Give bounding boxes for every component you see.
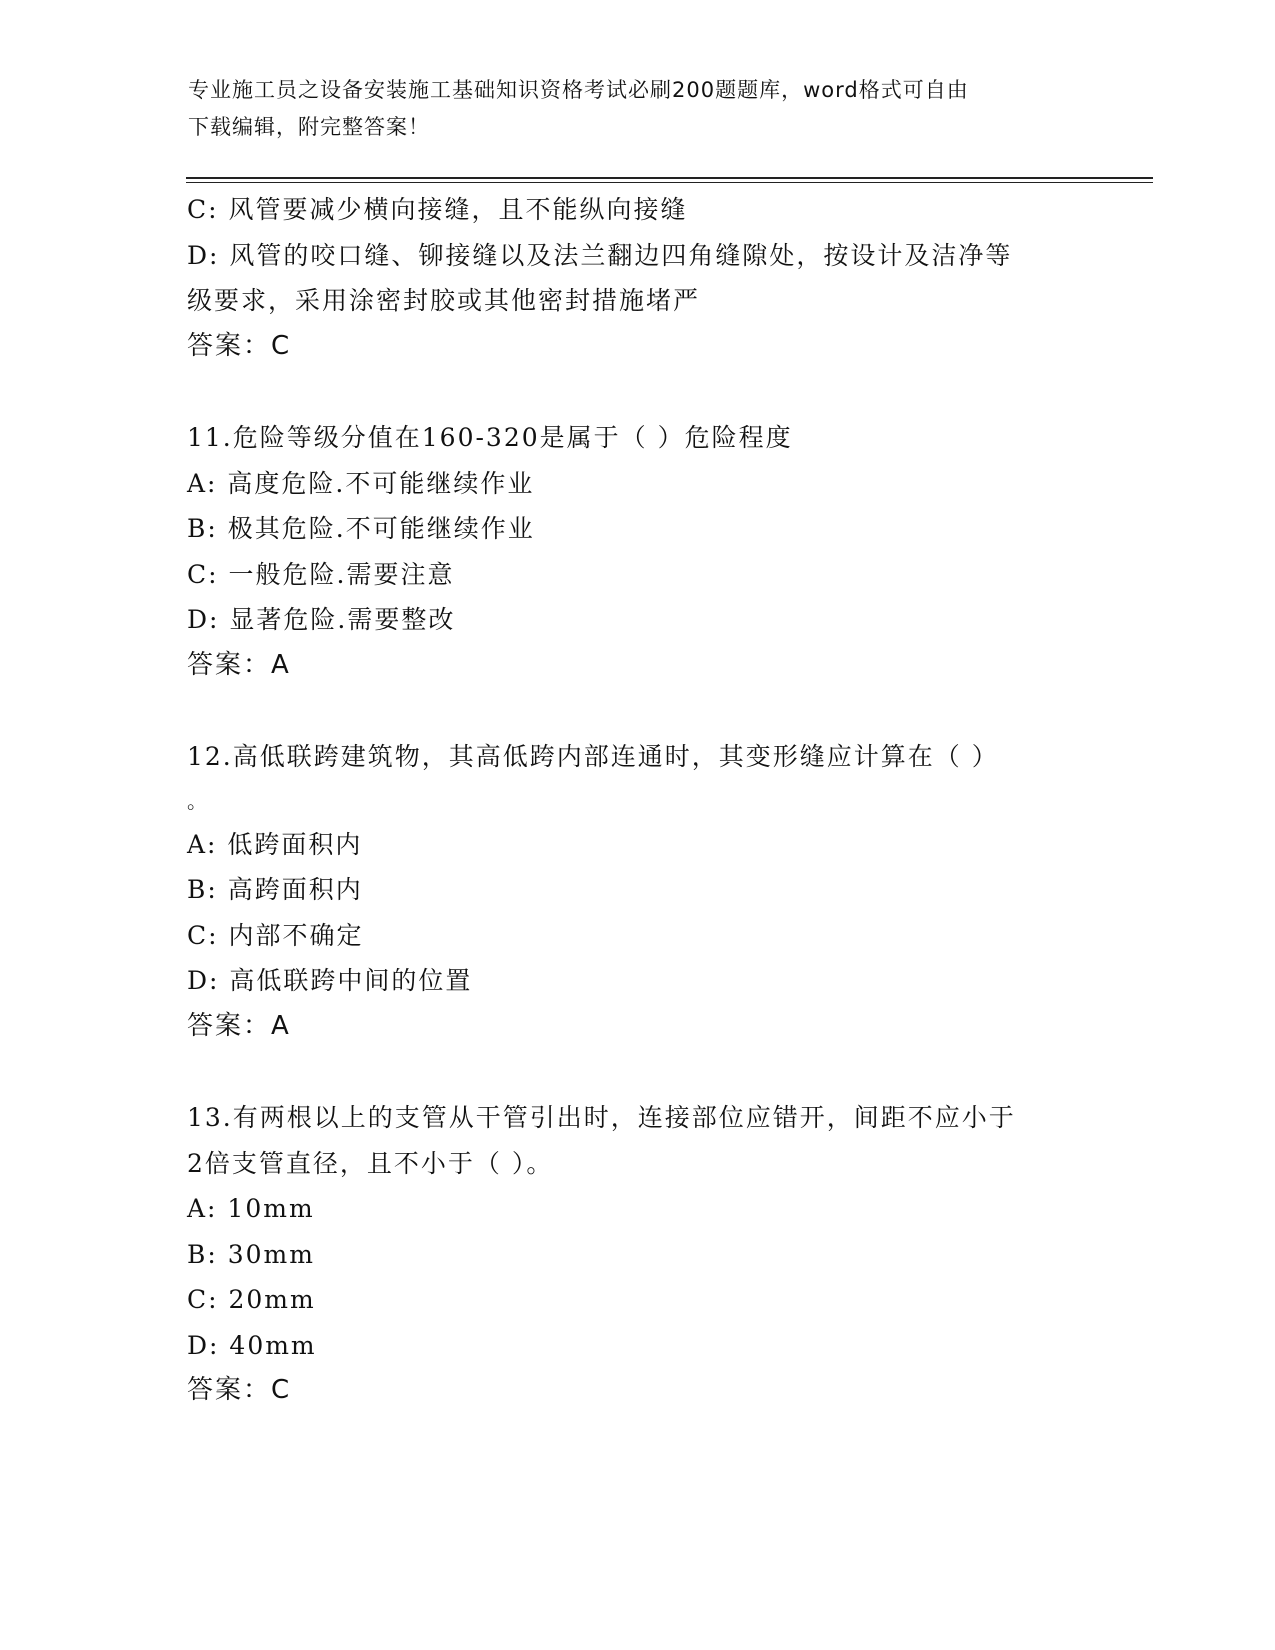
option-c: C: 内部不确定: [187, 920, 364, 950]
spacer: [187, 1049, 1087, 1095]
option-d: D: 显著危险.需要整改: [187, 605, 456, 634]
question-stem-line-1: 12.高低联跨建筑物，其高低跨内部连通时，其变形缝应计算在（ ）: [187, 742, 999, 771]
option-c: C: 风管要减少横向接缝，且不能纵向接缝: [187, 195, 688, 224]
question-12: [187, 734, 1087, 1049]
option-c: C: 一般危险.需要注意: [187, 559, 455, 589]
option-c: C: 20mm: [187, 1285, 316, 1314]
option-b: B: 高跨面积内: [187, 875, 363, 904]
option-d: D: 高低联跨中间的位置: [187, 966, 473, 995]
header-title-line-2: 下载编辑，附完整答案！: [188, 115, 430, 139]
header-title-line-1: 专业施工员之设备安装施工基础知识资格考试必刷200题题库，word格式可自由: [188, 78, 969, 102]
question-stem-line-2: 2倍支管直径，且不小于（ ）。: [187, 1148, 554, 1178]
page-header: [188, 72, 1088, 146]
previous-question-tail: [187, 187, 1087, 369]
option-d-line-1: D: 风管的咬口缝、铆接缝以及法兰翻边四角缝隙处，按设计及洁净等: [187, 240, 1013, 270]
option-b: B: 30mm: [187, 1239, 315, 1269]
answer: 答案：A: [187, 1010, 291, 1041]
spacer: [187, 688, 1087, 734]
answer: 答案：A: [187, 649, 291, 680]
question-11: [187, 415, 1087, 688]
option-a: A: 10mm: [187, 1194, 315, 1223]
header-divider-thick: [186, 177, 1153, 179]
option-b: B: 极其危险.不可能继续作业: [187, 514, 535, 543]
question-13: [187, 1095, 1087, 1414]
question-stem-line-2: 。: [187, 788, 209, 813]
option-a: A: 高度危险.不可能继续作业: [187, 468, 535, 498]
answer: 答案：C: [187, 1375, 292, 1405]
option-a: A: 低跨面积内: [187, 829, 363, 859]
spacer: [187, 369, 1087, 415]
question-content: [187, 187, 1087, 1414]
option-d: D: 40mm: [187, 1330, 317, 1360]
option-d-line-2: 级要求，采用涂密封胶或其他密封措施堵严: [187, 286, 701, 315]
question-stem-line-1: 13.有两根以上的支管从干管引出时，连接部位应错开，间距不应小于: [187, 1103, 1016, 1132]
header-divider-thin: [186, 182, 1153, 183]
question-stem: 11.危险等级分值在160-320是属于（ ）危险程度: [187, 423, 793, 452]
answer: 答案：C: [187, 330, 292, 361]
